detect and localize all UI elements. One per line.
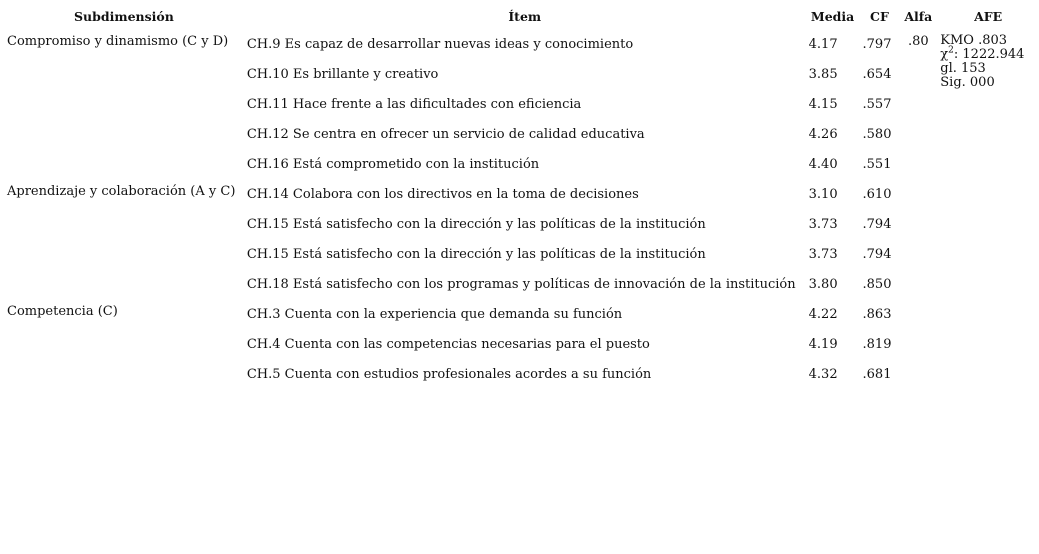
- subdimension-cell: [4, 209, 244, 239]
- item-cell: CH.18 Está satisfecho con los programas y políticas de innovación de la institución: [246, 276, 796, 292]
- subdimension-cell: [4, 269, 244, 299]
- header-cf: CF: [870, 9, 889, 24]
- table-row: [4, 179, 1039, 209]
- header-item: Ítem: [508, 9, 542, 24]
- cf-cell: .557: [862, 96, 892, 112]
- cf-cell: .551: [862, 156, 892, 172]
- item-cell: CH.16 Está comprometido con la institución: [246, 156, 540, 172]
- cf-cell: .794: [862, 246, 892, 262]
- afe-kmo: KMO .803: [940, 33, 1008, 48]
- header-row: [4, 4, 1039, 29]
- table-row: [4, 89, 1039, 119]
- item-cell: CH.15 Está satisfecho con la dirección y las políticas de la institución: [246, 246, 706, 262]
- table-row: [4, 299, 1039, 329]
- header-subdimension: Subdimensión: [74, 9, 174, 24]
- header-afe: AFE: [974, 9, 1003, 24]
- subdimension-cell: [4, 89, 244, 119]
- item-cell: CH.10 Es brillante y creativo: [246, 66, 439, 82]
- results-table: [4, 4, 1039, 389]
- media-cell: 4.19: [808, 336, 838, 352]
- cf-cell: .819: [862, 336, 892, 352]
- cf-cell: .681: [862, 366, 892, 382]
- media-cell: 4.26: [808, 126, 838, 142]
- subdimension-cell: [4, 59, 244, 89]
- table-row: [4, 239, 1039, 269]
- alfa-cell: .80: [907, 34, 929, 49]
- table-row: [4, 149, 1039, 179]
- item-cell: CH.3 Cuenta con la experiencia que demanda su función: [246, 306, 623, 322]
- cf-cell: .610: [862, 186, 892, 202]
- item-cell: CH.9 Es capaz de desarrollar nuevas ideas y conocimiento: [246, 36, 634, 52]
- media-cell: 3.10: [808, 186, 838, 202]
- item-cell: CH.12 Se centra en ofrecer un servicio de calidad educativa: [246, 126, 645, 142]
- item-cell: CH.14 Colabora con los directivos en la toma de decisiones: [246, 186, 639, 202]
- subdimension-cell: [4, 239, 244, 269]
- header-media: Media: [810, 9, 855, 24]
- subdimension-cell: [4, 119, 244, 149]
- cf-cell: .863: [862, 306, 892, 322]
- subdimension-cell: [4, 149, 244, 179]
- cf-cell: .794: [862, 216, 892, 232]
- chi-value: : 1222.944: [953, 47, 1025, 62]
- media-cell: 4.17: [808, 36, 838, 52]
- cf-cell: .654: [862, 66, 892, 82]
- media-cell: 3.73: [808, 216, 838, 232]
- subdimension-cell: [4, 359, 244, 389]
- subdimension-cell: Compromiso y dinamismo (C y D): [7, 34, 229, 49]
- chi-symbol: χ: [940, 47, 949, 62]
- table-row: [4, 209, 1039, 239]
- table-row: [4, 59, 1039, 89]
- cf-cell: .580: [862, 126, 892, 142]
- table-row: [4, 29, 1039, 59]
- media-cell: 4.22: [808, 306, 838, 322]
- item-cell: CH.11 Hace frente a las dificultades con eficiencia: [246, 96, 582, 112]
- afe-chi-square: [940, 45, 1036, 62]
- subdimension-cell: [4, 329, 244, 359]
- afe-cell: [937, 29, 1039, 149]
- item-cell: CH.4 Cuenta con las competencias necesarias para el puesto: [246, 336, 650, 352]
- subdimension-cell: Aprendizaje y colaboración (A y C): [7, 184, 236, 199]
- afe-gl: gl. 153: [940, 61, 986, 76]
- afe-sig: Sig. 000: [940, 75, 995, 90]
- media-cell: 3.80: [808, 276, 838, 292]
- cf-cell: .797: [862, 36, 892, 52]
- table-row: [4, 119, 1039, 149]
- subdimension-cell: Competencia (C): [7, 304, 118, 319]
- cf-cell: .850: [862, 276, 892, 292]
- header-alfa: Alfa: [904, 9, 933, 24]
- item-cell: CH.5 Cuenta con estudios profesionales acordes a su función: [246, 366, 652, 382]
- media-cell: 4.32: [808, 366, 838, 382]
- media-cell: 3.85: [808, 66, 838, 82]
- media-cell: 4.40: [808, 156, 838, 172]
- media-cell: 3.73: [808, 246, 838, 262]
- table-row: [4, 269, 1039, 299]
- table-body: [4, 29, 1039, 389]
- table-row: [4, 329, 1039, 359]
- item-cell: CH.15 Está satisfecho con la dirección y las políticas de la institución: [246, 216, 706, 232]
- table-row: [4, 359, 1039, 389]
- chi-exponent: 2: [948, 45, 954, 56]
- media-cell: 4.15: [808, 96, 838, 112]
